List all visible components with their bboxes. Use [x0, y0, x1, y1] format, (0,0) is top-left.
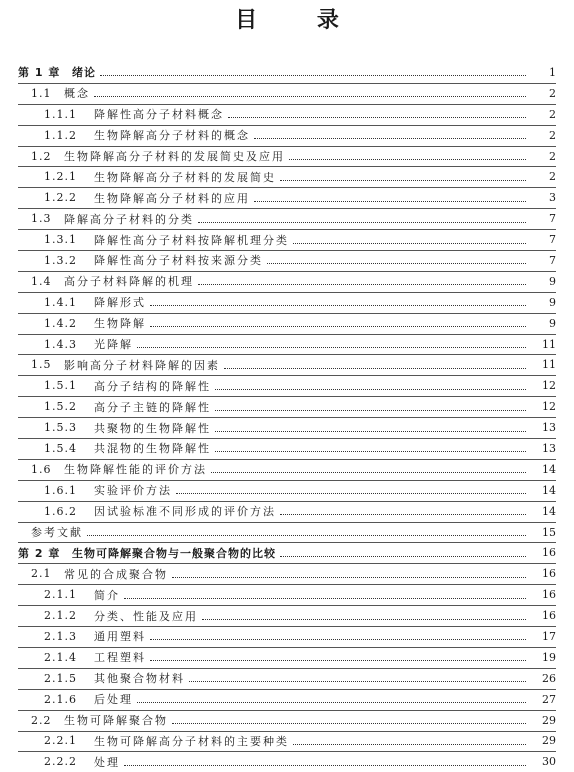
toc-entry[interactable]: [0, 522, 574, 543]
toc-dot-leader: [137, 346, 526, 348]
toc-entry[interactable]: [0, 542, 574, 563]
toc-entry[interactable]: [0, 83, 574, 104]
toc-entry-number: 第 2 章: [18, 546, 61, 560]
toc-entry-page: 27: [542, 692, 556, 706]
toc-divider: [18, 396, 556, 397]
toc-entry-page: 16: [542, 546, 556, 560]
toc-dot-leader: [172, 576, 526, 578]
toc-entry-page: 16: [542, 588, 556, 602]
toc-divider: [18, 187, 556, 188]
toc-dot-leader: [94, 95, 526, 97]
toc-entry[interactable]: [0, 292, 574, 313]
toc-entry-title: 生物降解高分子材料的发展简史: [94, 170, 276, 184]
toc-dot-leader: [228, 116, 526, 118]
toc-entry[interactable]: [0, 480, 574, 501]
toc-entry[interactable]: [0, 104, 574, 125]
toc-dot-leader: [150, 659, 526, 661]
toc-dot-leader: [293, 743, 526, 745]
toc-entry[interactable]: [0, 396, 574, 417]
toc-entry-title: 后处理: [94, 693, 133, 707]
toc-divider: [18, 229, 556, 230]
toc-entry-title: 生物降解: [94, 317, 146, 331]
toc-entry-title: 参考文献: [31, 526, 83, 540]
toc-entry[interactable]: [0, 605, 574, 626]
toc-entry-number: 1.4.2: [44, 316, 77, 330]
toc-entry-page: 7: [549, 212, 556, 226]
toc-dot-leader: [150, 638, 526, 640]
toc-entry-number: 2.2: [31, 713, 52, 727]
toc-dot-leader: [280, 555, 526, 557]
toc-entry-number: 第 1 章: [18, 66, 61, 80]
toc-entry-page: 29: [542, 713, 556, 727]
toc-entry-title: 常见的合成聚合物: [64, 567, 168, 581]
toc-divider: [18, 208, 556, 209]
toc-entry-number: 1.5.2: [44, 400, 77, 414]
toc-dot-leader: [150, 325, 526, 327]
toc-dot-leader: [150, 304, 526, 306]
toc-entry-number: 1.5.4: [44, 441, 77, 455]
toc-entry-number: 1.6: [31, 462, 52, 476]
toc-entry[interactable]: [0, 668, 574, 689]
toc-entry-number: 2.1.3: [44, 629, 77, 643]
toc-entry[interactable]: [0, 751, 574, 772]
toc-entry[interactable]: [0, 208, 574, 229]
toc-entry-title: 降解形式: [94, 296, 146, 310]
toc-divider: [18, 647, 556, 648]
toc-entry-number: 1.2.1: [44, 170, 77, 184]
toc-entry-title: 分类、性能及应用: [94, 609, 198, 623]
toc-entry-title: 生物降解高分子材料的应用: [94, 191, 250, 205]
table-of-contents: [0, 62, 574, 772]
toc-entry-title: 生物可降解聚合物与一般聚合物的比较: [72, 546, 276, 560]
toc-entry[interactable]: [0, 710, 574, 731]
toc-entry-title: 实验评价方法: [94, 484, 172, 498]
toc-entry-title: 工程塑料: [94, 651, 146, 665]
toc-divider: [18, 166, 556, 167]
toc-entry-title: 降解性高分子材料概念: [94, 108, 224, 122]
toc-entry-page: 2: [549, 170, 556, 184]
toc-entry[interactable]: [0, 146, 574, 167]
toc-entry-title: 因试验标准不同形成的评价方法: [94, 505, 276, 519]
toc-entry-title: 生物降解性能的评价方法: [64, 463, 207, 477]
toc-dot-leader: [137, 701, 526, 703]
toc-entry-title: 生物降解高分子材料的概念: [94, 129, 250, 143]
toc-divider: [18, 689, 556, 690]
toc-entry-page: 26: [542, 671, 556, 685]
toc-entry-title: 概念: [64, 87, 90, 101]
toc-divider: [18, 313, 556, 314]
toc-dot-leader: [124, 597, 526, 599]
toc-entry-page: 17: [542, 629, 556, 643]
toc-dot-leader: [215, 388, 526, 390]
toc-divider: [18, 354, 556, 355]
toc-entry-page: 11: [542, 358, 556, 372]
toc-entry[interactable]: [0, 584, 574, 605]
toc-entry-page: 2: [549, 149, 556, 163]
toc-divider: [18, 563, 556, 564]
toc-entry-page: 2: [549, 107, 556, 121]
toc-dot-leader: [100, 74, 526, 76]
toc-entry-number: 1.2: [31, 149, 52, 163]
toc-dot-leader: [267, 262, 526, 264]
toc-entry-number: 1.5: [31, 358, 52, 372]
toc-entry-number: 2.1: [31, 567, 52, 581]
toc-dot-leader: [280, 513, 526, 515]
toc-entry-page: 2: [549, 128, 556, 142]
toc-entry[interactable]: [0, 501, 574, 522]
toc-entry[interactable]: [0, 689, 574, 710]
toc-entry-number: 1.1.1: [44, 107, 77, 121]
toc-entry-number: 1.6.1: [44, 483, 77, 497]
toc-entry-title: 降解高分子材料的分类: [64, 212, 194, 226]
toc-dot-leader: [198, 221, 526, 223]
toc-divider: [18, 292, 556, 293]
toc-entry-title: 通用塑料: [94, 630, 146, 644]
toc-dot-leader: [172, 722, 526, 724]
toc-entry[interactable]: [0, 271, 574, 292]
toc-entry[interactable]: [0, 731, 574, 752]
toc-entry-number: 1.3.2: [44, 253, 77, 267]
toc-entry-number: 1.6.2: [44, 504, 77, 518]
toc-dot-leader: [211, 471, 526, 473]
toc-divider: [18, 480, 556, 481]
toc-entry-title: 高分子材料降解的机理: [64, 275, 194, 289]
toc-entry-title: 降解性高分子材料按降解机理分类: [94, 233, 289, 247]
toc-entry[interactable]: [0, 166, 574, 187]
toc-dot-leader: [215, 409, 526, 411]
toc-entry-number: 1.5.3: [44, 421, 77, 435]
toc-entry-page: 3: [549, 191, 556, 205]
toc-divider: [18, 271, 556, 272]
toc-entry[interactable]: [0, 250, 574, 271]
toc-entry-page: 16: [542, 567, 556, 581]
toc-entry-page: 14: [542, 504, 556, 518]
toc-entry-page: 7: [549, 253, 556, 267]
toc-dot-leader: [254, 137, 526, 139]
toc-entry-number: 2.2.2: [44, 755, 77, 769]
toc-entry-number: 1.1.2: [44, 128, 77, 142]
toc-divider: [18, 668, 556, 669]
toc-dot-leader: [215, 430, 526, 432]
toc-entry[interactable]: [0, 334, 574, 355]
toc-dot-leader: [289, 158, 526, 160]
toc-entry-page: 13: [542, 441, 556, 455]
toc-entry[interactable]: [0, 354, 574, 375]
toc-divider: [18, 375, 556, 376]
toc-entry-number: 2.1.5: [44, 671, 77, 685]
toc-entry-title: 其他聚合物材料: [94, 672, 185, 686]
toc-entry[interactable]: [0, 626, 574, 647]
toc-entry-page: 9: [549, 295, 556, 309]
toc-divider: [18, 605, 556, 606]
toc-entry-page: 29: [542, 734, 556, 748]
toc-divider: [18, 584, 556, 585]
toc-divider: [18, 83, 556, 84]
toc-divider: [18, 542, 556, 543]
toc-dot-leader: [224, 367, 526, 369]
toc-entry-number: 1.3: [31, 212, 52, 226]
toc-dot-leader: [215, 450, 526, 452]
toc-entry[interactable]: [0, 125, 574, 146]
toc-dot-leader: [124, 764, 526, 766]
toc-entry-page: 9: [549, 316, 556, 330]
toc-entry-title: 生物可降解聚合物: [64, 714, 168, 728]
toc-entry-page: 9: [549, 274, 556, 288]
toc-entry[interactable]: [0, 647, 574, 668]
toc-entry-page: 2: [549, 86, 556, 100]
toc-entry-title: 影响高分子材料降解的因素: [64, 358, 220, 372]
toc-divider: [18, 417, 556, 418]
toc-entry-number: 1.2.2: [44, 191, 77, 205]
toc-entry-page: 12: [542, 379, 556, 393]
toc-entry[interactable]: [0, 62, 574, 83]
toc-entry-title: 生物降解高分子材料的发展简史及应用: [64, 150, 285, 163]
toc-dot-leader: [87, 534, 526, 536]
toc-divider: [18, 104, 556, 105]
toc-divider: [18, 731, 556, 732]
toc-entry[interactable]: [0, 563, 574, 584]
toc-entry-page: 15: [542, 525, 556, 539]
toc-entry-title: 共聚物的生物降解性: [94, 421, 211, 435]
toc-entry-number: 2.1.6: [44, 692, 77, 706]
toc-divider: [18, 334, 556, 335]
toc-divider: [18, 250, 556, 251]
toc-divider: [18, 146, 556, 147]
toc-entry[interactable]: [0, 417, 574, 438]
toc-entry-number: 1.3.1: [44, 233, 77, 247]
toc-entry-number: 1.4.1: [44, 295, 77, 309]
toc-dot-leader: [254, 200, 526, 202]
toc-divider: [18, 125, 556, 126]
toc-divider: [18, 710, 556, 711]
toc-entry-page: 13: [542, 421, 556, 435]
toc-entry[interactable]: [0, 459, 574, 480]
toc-entry-number: 2.1.4: [44, 650, 77, 664]
toc-entry-title: 高分子结构的降解性: [94, 379, 211, 393]
toc-entry[interactable]: [0, 229, 574, 250]
toc-dot-leader: [189, 680, 526, 682]
toc-entry-number: 1.4: [31, 274, 52, 288]
toc-dot-leader: [202, 618, 526, 620]
toc-entry-title: 降解性高分子材料按来源分类: [94, 254, 263, 268]
toc-divider: [18, 501, 556, 502]
toc-entry-page: 16: [542, 609, 556, 623]
toc-divider: [18, 438, 556, 439]
toc-entry-number: 1.5.1: [44, 379, 77, 393]
toc-entry-number: 1.4.3: [44, 337, 77, 351]
toc-dot-leader: [280, 179, 526, 181]
toc-entry-page: 14: [542, 462, 556, 476]
toc-dot-leader: [293, 242, 526, 244]
toc-entry-page: 19: [542, 650, 556, 664]
toc-entry[interactable]: [0, 187, 574, 208]
toc-entry-title: 处理: [94, 755, 120, 769]
toc-entry-page: 12: [542, 400, 556, 414]
toc-divider: [18, 626, 556, 627]
toc-entry-number: 2.1.1: [44, 588, 77, 602]
toc-entry[interactable]: [0, 375, 574, 396]
toc-entry-title: 生物可降解高分子材料的主要种类: [94, 734, 289, 748]
toc-entry-page: 11: [542, 337, 556, 351]
toc-dot-leader: [198, 283, 526, 285]
toc-entry-title: 光降解: [94, 338, 133, 352]
toc-entry[interactable]: [0, 313, 574, 334]
toc-entry[interactable]: [0, 438, 574, 459]
toc-entry-page: 14: [542, 483, 556, 497]
toc-divider: [18, 522, 556, 523]
toc-entry-number: 2.1.2: [44, 609, 77, 623]
toc-entry-page: 30: [542, 755, 556, 769]
toc-entry-title: 共混物的生物降解性: [94, 442, 211, 456]
toc-entry-page: 7: [549, 233, 556, 247]
toc-entry-page: 1: [549, 65, 556, 79]
toc-entry-title: 绪论: [72, 66, 96, 80]
toc-entry-title: 简介: [94, 588, 120, 602]
toc-entry-number: 2.2.1: [44, 734, 77, 748]
toc-entry-number: 1.1: [31, 86, 52, 100]
toc-dot-leader: [176, 492, 526, 494]
toc-entry-title: 高分子主链的降解性: [94, 400, 211, 414]
toc-divider: [18, 459, 556, 460]
page-title: 目 录: [235, 8, 365, 33]
